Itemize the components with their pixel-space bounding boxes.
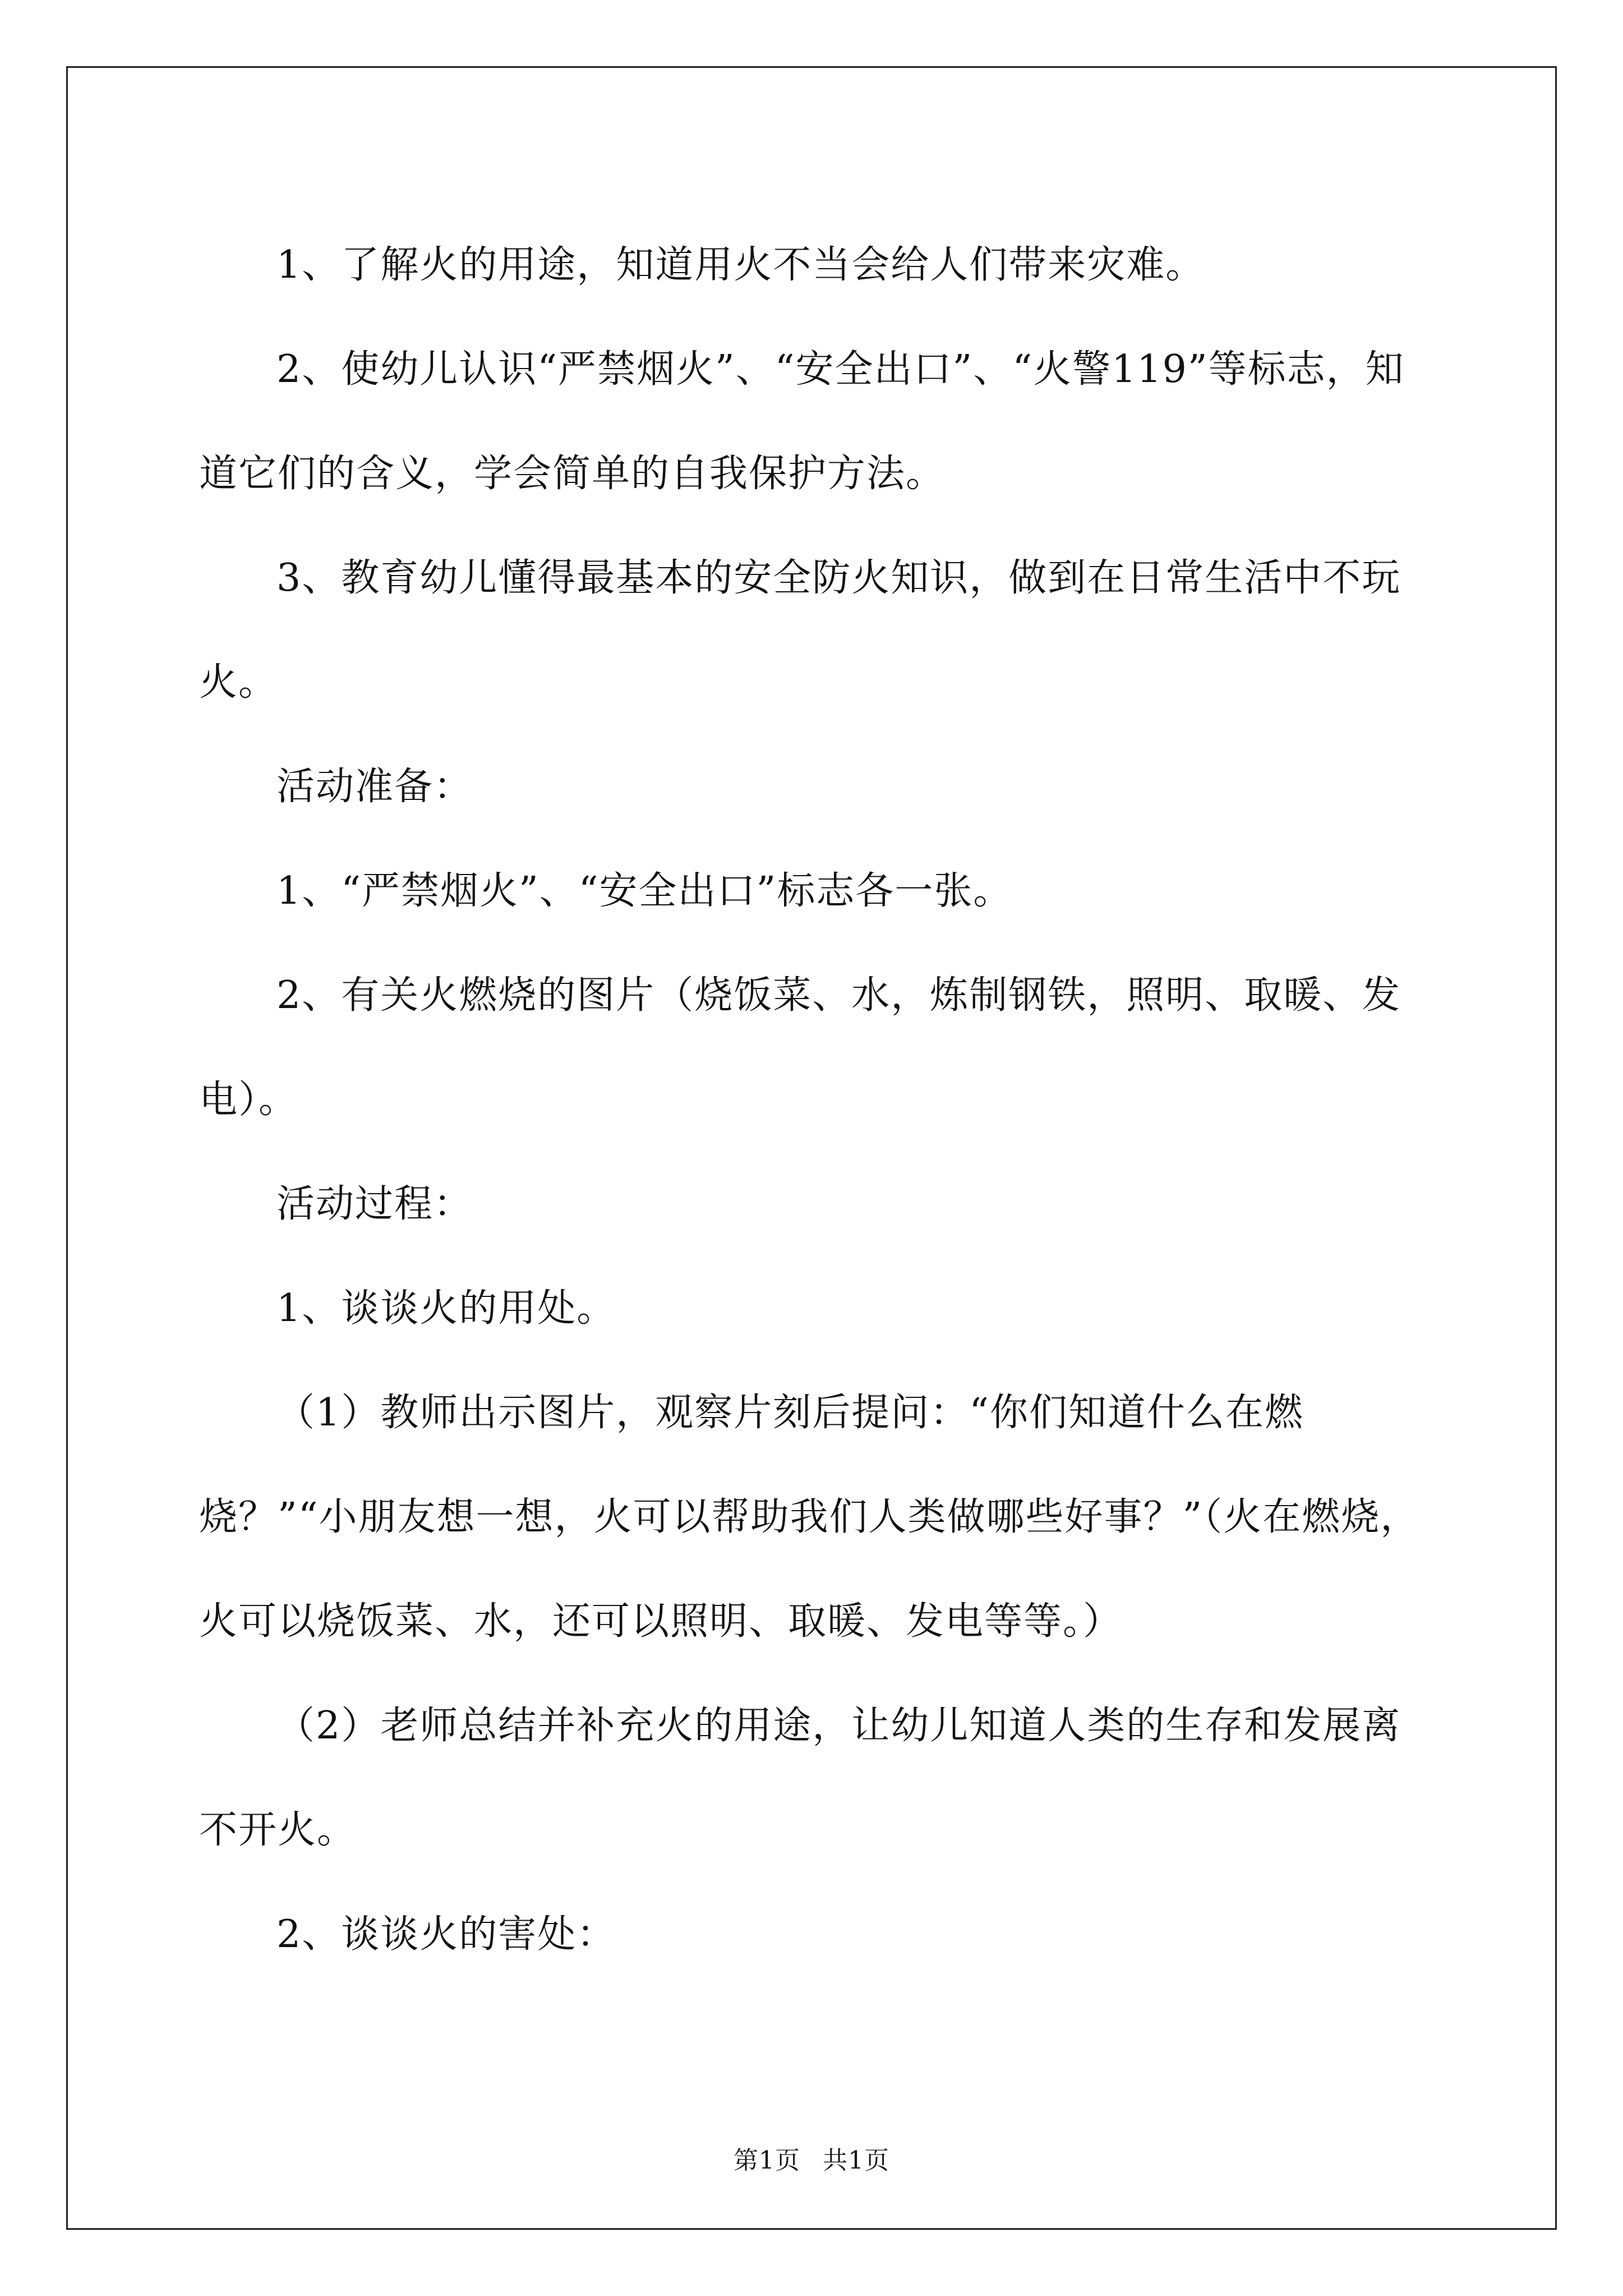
paragraph-step-1-2: （2）老师总结并补充火的用途，让幼儿知道人类的生存和发展离不开火。 xyxy=(199,1704,1401,1852)
section-heading-preparation: 活动准备： xyxy=(276,765,473,809)
page-footer xyxy=(0,2144,1623,2178)
section-heading-process: 活动过程： xyxy=(276,1182,473,1226)
document-body xyxy=(199,213,1433,1987)
page-number: 第1页 xyxy=(734,2146,800,2175)
paragraph-goal-2: 2、使幼儿认识“严禁烟火”、“安全出口”、“火警119”等标志，知道它们的含义，学会简单的自我保护方法。 xyxy=(199,347,1405,496)
paragraph-prep-1: 1、“严禁烟火”、“安全出口”标志各一张。 xyxy=(276,869,1013,913)
paragraph-step-1-1: （1）教师出示图片，观察片刻后提问：“你们知道什么在燃烧？”“小朋友想一想，火可以帮助我们人类做哪些好事？”（火在燃烧，火可以烧饭菜、水，还可以照明、取暖、发电等等。） xyxy=(199,1391,1420,1644)
paragraph-goal-1: 1、了解火的用途，知道用火不当会给人们带来灾难。 xyxy=(276,243,1205,287)
paragraph-step-2: 2、谈谈火的害处： xyxy=(276,1912,616,1957)
page-total: 共1页 xyxy=(823,2146,889,2175)
paragraph-step-1: 1、谈谈火的用处。 xyxy=(276,1286,616,1331)
paragraph-goal-3: 3、教育幼儿懂得最基本的安全防火知识，做到在日常生活中不玩火。 xyxy=(199,556,1401,705)
paragraph-prep-2: 2、有关火燃烧的图片（烧饭菜、水，炼制钢铁，照明、取暖、发电）。 xyxy=(199,973,1401,1122)
